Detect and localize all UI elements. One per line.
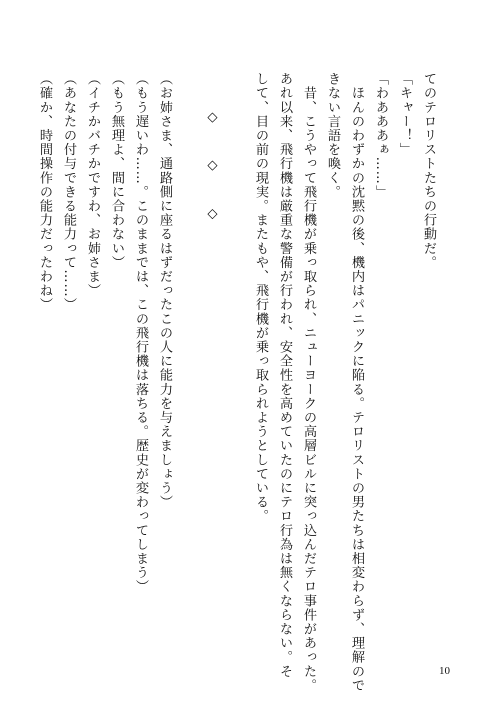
text-line: きない言語を喚く。	[325, 72, 340, 199]
text-line: （もう無理よ、間に合わない）	[109, 72, 124, 270]
text-line: 昔、こうやって飛行機が乗っ取られ、ニューヨークの高層ビルに突っ込んだテロ事件があった。	[301, 72, 316, 693]
text-line: （あなたの付与できる能力って……）	[61, 72, 76, 312]
text-line: （お姉さま、通路側に座るはずだったこの人に能力を与えましょう）	[157, 72, 172, 510]
text-line: （もう遅いわ……。このままでは、この飛行機は落ちる。歴史が変わってしまう）	[133, 72, 148, 594]
text-line: して、目の前の現実。またもや、飛行機が乗っ取られようとしている。	[253, 72, 268, 524]
scene-break-separator: ◇ ◇ ◇	[205, 110, 220, 232]
text-line: 「わあああぁ……」	[373, 72, 388, 199]
blank-line	[176, 72, 200, 612]
text-line: てのテロリストたちの行動だ。	[421, 72, 436, 270]
text-line: あれ以来、飛行機は厳重な警備が行われ、安全性を高めていたのにテロ行為は無くならない。そ	[277, 72, 292, 679]
text-line: 「キャー！」	[397, 72, 412, 157]
vertical-text-block	[37, 72, 440, 693]
page-number: 10	[439, 665, 450, 677]
text-line: （イチかバチかですわ、お姉さま）	[85, 72, 100, 298]
text-line: ほんのわずかの沈黙の後、機内はパニックに陥る。テロリストの男たちは相変わらず、理解ので	[349, 72, 364, 693]
blank-line	[224, 72, 248, 612]
text-line: （確か、時間操作の能力だったわね）	[37, 72, 52, 312]
